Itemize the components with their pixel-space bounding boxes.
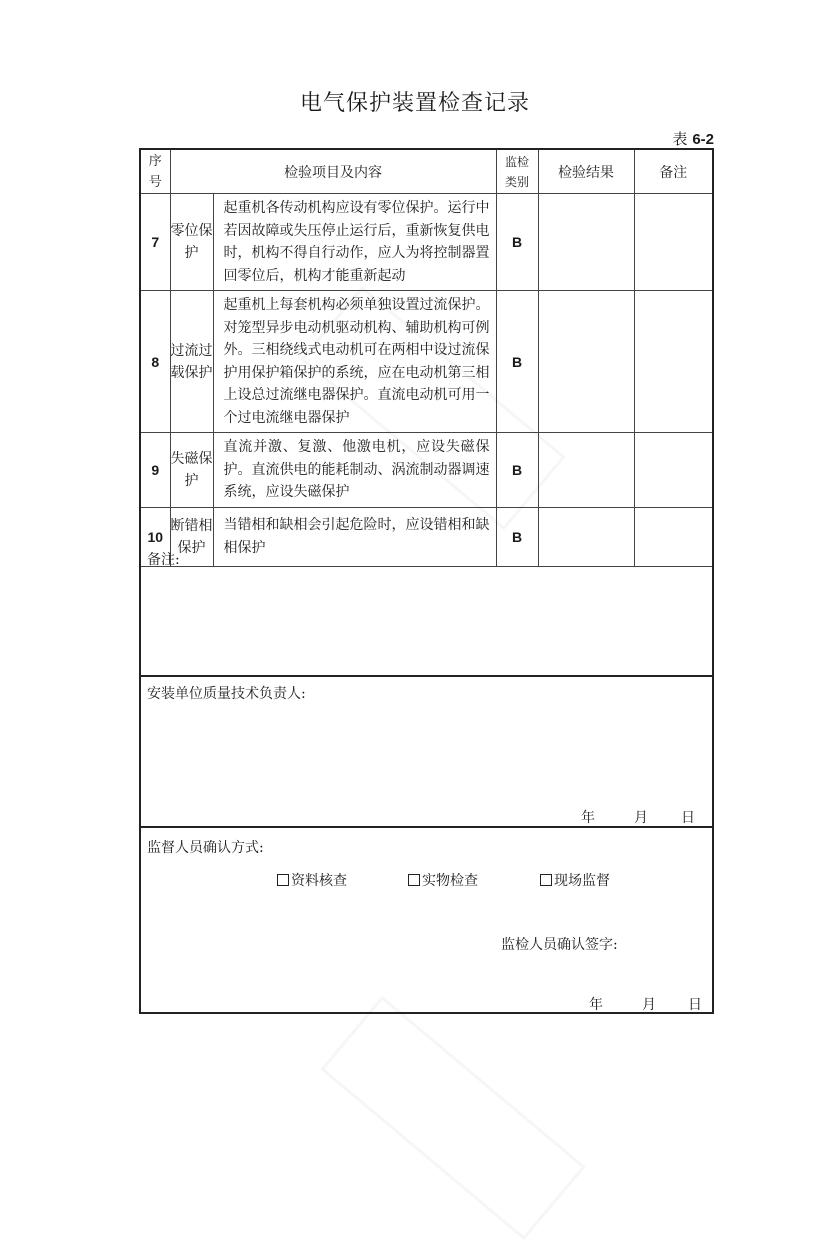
checkbox[interactable] — [540, 874, 552, 886]
checkbox[interactable] — [277, 874, 289, 886]
table-number: 表 6-2 — [672, 130, 714, 148]
table-row — [140, 194, 713, 291]
option-document-check[interactable]: 资料核查 — [277, 870, 347, 890]
header-seq: 序 号 — [140, 149, 170, 194]
header-remark: 备注 — [634, 149, 713, 194]
row-category: B — [496, 194, 538, 291]
row-result-cell[interactable] — [538, 194, 634, 291]
date-month: 月 — [642, 997, 656, 1013]
row-content: 起重机各传动机构应设有零位保护。运行中若因故障或失压停止运行后，重新恢复供电时，机构不得自行动作，应人为将控制器置回零位后，机构才能重新起动 — [213, 194, 496, 291]
row-result-cell[interactable] — [538, 433, 634, 508]
row-item: 过流过载保护 — [170, 291, 213, 433]
row-content: 当错相和缺相会引起危险时，应设错相和缺相保护 — [213, 507, 496, 566]
row-remark-cell[interactable] — [634, 433, 713, 508]
row-item: 零位保护 — [170, 194, 213, 291]
row-category: B — [496, 507, 538, 566]
watermark — [320, 996, 585, 1240]
install-section[interactable] — [139, 677, 714, 828]
header-item-content: 检验项目及内容 — [170, 149, 496, 194]
option-physical-check[interactable]: 实物检查 — [408, 870, 478, 890]
row-remark-cell[interactable] — [634, 291, 713, 433]
remarks-label: 备注: — [147, 552, 180, 568]
page-title: 电气保护装置检查记录 — [299, 91, 530, 116]
row-remark-cell[interactable] — [634, 194, 713, 291]
install-label: 安装单位质量技术负责人: — [147, 686, 306, 702]
table-header — [140, 149, 713, 194]
header-category: 监检 类别 — [496, 149, 538, 194]
supervisor-section[interactable] — [139, 828, 714, 1014]
row-item: 断错相保护 — [170, 507, 213, 566]
supervisor-date — [589, 994, 709, 1012]
checkbox[interactable] — [408, 874, 420, 886]
row-result-cell[interactable] — [538, 291, 634, 433]
row-content: 直流并激、复激、他激电机，应设失磁保护。直流供电的能耗制动、涡流制动器调速系统，应设失磁保护 — [213, 433, 496, 508]
remarks-section[interactable] — [139, 545, 714, 677]
row-category: B — [496, 291, 538, 433]
install-date — [581, 807, 701, 825]
row-category: B — [496, 433, 538, 508]
row-item: 失磁保护 — [170, 433, 213, 508]
header-result: 检验结果 — [538, 149, 634, 194]
date-month: 月 — [634, 810, 648, 826]
table-row — [140, 433, 713, 508]
row-number: 8 — [140, 291, 170, 433]
date-day: 日 — [681, 810, 695, 826]
row-number: 10 — [140, 507, 170, 566]
row-number: 7 — [140, 194, 170, 291]
inspection-table — [139, 148, 714, 567]
date-year: 年 — [581, 810, 595, 826]
sign-label: 监检人员确认签字: — [501, 937, 618, 953]
date-year: 年 — [589, 997, 603, 1013]
table-row — [140, 291, 713, 433]
option-onsite-supervision[interactable]: 现场监督 — [540, 870, 610, 890]
row-number: 9 — [140, 433, 170, 508]
row-content: 起重机上每套机构必须单独设置过流保护。对笼型异步电动机驱动机构、辅助机构可例外。三相绕线式电动机可在两相中设过流保护用保护箱保护的系统，应在电动机第三相上设总过流继电器保护。直流电动机可用一个过电流继电器保护 — [213, 291, 496, 433]
date-day: 日 — [688, 997, 702, 1013]
supervisor-label: 监督人员确认方式: — [147, 840, 264, 856]
